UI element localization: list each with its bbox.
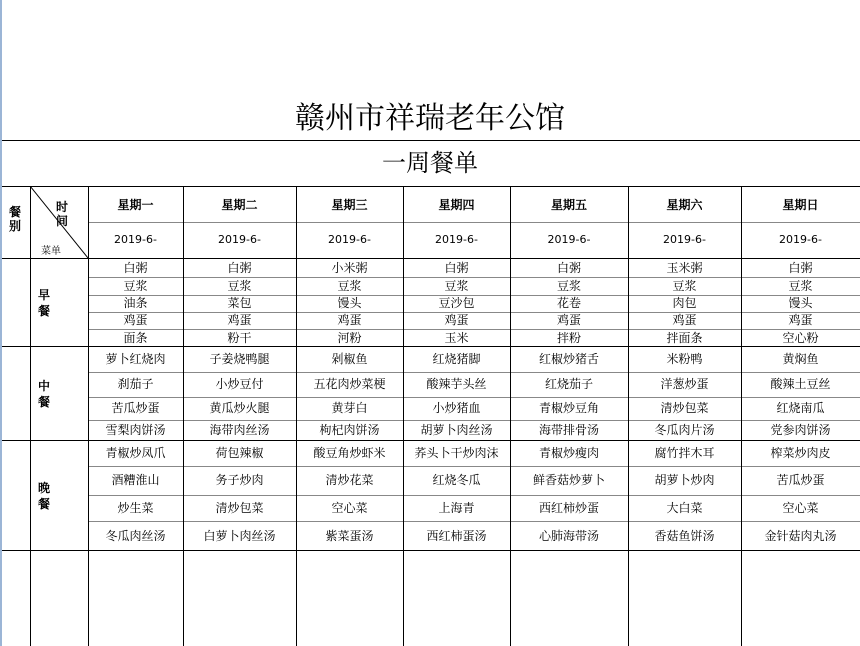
menu-item: 榨菜炒肉皮	[770, 446, 831, 460]
day-header: 星期日	[782, 198, 819, 212]
menu-item: 豆浆	[227, 279, 252, 293]
menu-item: 苦瓜炒蛋	[111, 401, 160, 415]
menu-item: 面条	[123, 331, 148, 345]
day-header: 星期三	[331, 198, 368, 212]
menu-item: 西红柿蛋汤	[426, 529, 487, 543]
menu-item: 白萝卜肉丝汤	[203, 529, 276, 543]
menu-item: 肉包	[672, 296, 697, 310]
menu-item: 荷包辣椒	[215, 446, 264, 460]
menu-item: 豆浆	[444, 279, 469, 293]
menu-item: 菜包	[227, 296, 252, 310]
menu-item: 清炒包菜	[215, 501, 264, 515]
menu-item: 金针菇肉丸汤	[764, 529, 837, 543]
menu-item: 黄芽白	[331, 401, 368, 415]
menu-item: 豆浆	[337, 279, 362, 293]
menu-item: 黄焖鱼	[782, 352, 819, 366]
menu-item: 海带排骨汤	[538, 423, 599, 437]
menu-item: 萝卜红烧肉	[105, 352, 166, 366]
menu-item: 酒糟淮山	[111, 473, 160, 487]
menu-item: 鲜香菇炒萝卜	[532, 473, 605, 487]
time-label: 时间	[55, 200, 68, 228]
meal-name: 早餐	[37, 288, 50, 318]
menu-item: 红烧茄子	[544, 377, 593, 391]
date-cell: 2019-6-	[114, 233, 157, 246]
menu-item: 务子炒肉	[215, 473, 264, 487]
menu-item: 五花肉炒菜梗	[313, 377, 386, 391]
day-header: 星期二	[221, 198, 258, 212]
date-cell: 2019-6-	[435, 233, 478, 246]
menu-item: 豆浆	[556, 279, 581, 293]
meal-name: 晚餐	[37, 481, 50, 511]
menu-item: 白粥	[556, 261, 581, 275]
menu-item: 鸡蛋	[788, 313, 813, 327]
menu-item: 米粉鸭	[666, 352, 703, 366]
menu-item: 党参肉饼汤	[770, 423, 831, 437]
menu-item: 酸豆角炒虾米	[313, 446, 386, 460]
date-cell: 2019-6-	[328, 233, 371, 246]
menu-item: 香菇鱼饼汤	[654, 529, 715, 543]
menu-item: 白粥	[227, 261, 252, 275]
menu-item: 小炒猪血	[432, 401, 481, 415]
menu-item: 空心粉	[782, 331, 819, 345]
menu-item: 清炒花菜	[325, 473, 374, 487]
menu-item: 大白菜	[666, 501, 703, 515]
menu-item: 花卷	[556, 296, 581, 310]
menu-item: 冬瓜肉丝汤	[105, 529, 166, 543]
menu-label: 菜单	[41, 246, 61, 257]
menu-item: 河粉	[337, 331, 362, 345]
menu-item: 豆浆	[123, 279, 148, 293]
menu-item: 馒头	[788, 296, 813, 310]
menu-item: 鸡蛋	[123, 313, 148, 327]
menu-item: 青椒炒豆角	[538, 401, 599, 415]
menu-item: 粉干	[227, 331, 252, 345]
menu-item: 黄瓜炒火腿	[209, 401, 270, 415]
menu-item: 剁椒鱼	[331, 352, 368, 366]
menu-item: 紫菜蛋汤	[325, 529, 374, 543]
date-cell: 2019-6-	[663, 233, 706, 246]
menu-item: 雪梨肉饼汤	[105, 423, 166, 437]
menu-item: 酸辣芋头丝	[426, 377, 487, 391]
menu-item: 腐竹拌木耳	[654, 446, 715, 460]
date-row-line	[88, 222, 860, 223]
menu-item: 鸡蛋	[227, 313, 252, 327]
menu-item: 海带肉丝汤	[209, 423, 270, 437]
menu-item: 红椒炒猪舌	[538, 352, 599, 366]
menu-item: 拌面条	[666, 331, 703, 345]
menu-item: 苦瓜炒蛋	[776, 473, 825, 487]
menu-item: 青椒炒瘦肉	[538, 446, 599, 460]
header-top-line	[2, 186, 860, 187]
menu-item: 白粥	[444, 261, 469, 275]
menu-item: 白粥	[788, 261, 813, 275]
date-cell: 2019-6-	[218, 233, 261, 246]
page-subtitle: 一周餐单	[382, 149, 478, 177]
menu-item: 油条	[123, 296, 148, 310]
menu-item: 胡萝卜炒肉	[654, 473, 715, 487]
menu-item: 西红柿炒蛋	[538, 501, 599, 515]
menu-item: 鸡蛋	[444, 313, 469, 327]
menu-item: 胡萝卜肉丝汤	[420, 423, 493, 437]
menu-item: 红烧冬瓜	[432, 473, 481, 487]
menu-item: 刹茄子	[117, 377, 154, 391]
menu-item: 冬瓜肉片汤	[654, 423, 715, 437]
menu-item: 小米粥	[331, 261, 368, 275]
page-title: 赣州市祥瑞老年公馆	[295, 101, 565, 136]
menu-item: 白粥	[123, 261, 148, 275]
meal-column-header: 餐别	[8, 205, 21, 233]
day-header: 星期一	[117, 198, 154, 212]
menu-item: 玉米粥	[666, 261, 703, 275]
menu-item: 心肺海带汤	[538, 529, 599, 543]
menu-item: 豆浆	[788, 279, 813, 293]
meal-name: 中餐	[37, 379, 50, 409]
menu-item: 小炒豆付	[215, 377, 264, 391]
menu-item: 酸辣土豆丝	[770, 377, 831, 391]
menu-item: 玉米	[444, 331, 469, 345]
menu-item: 上海青	[438, 501, 475, 515]
menu-item: 红烧猪脚	[432, 352, 481, 366]
title-bottom-line	[2, 140, 860, 141]
date-cell: 2019-6-	[779, 233, 822, 246]
menu-item: 鸡蛋	[337, 313, 362, 327]
menu-item: 空心菜	[782, 501, 819, 515]
day-header: 星期五	[550, 198, 587, 212]
menu-item: 青椒炒凤爪	[105, 446, 166, 460]
menu-item: 枸杞肉饼汤	[319, 423, 380, 437]
menu-item: 空心菜	[331, 501, 368, 515]
menu-item: 豆沙包	[438, 296, 475, 310]
date-cell: 2019-6-	[547, 233, 591, 246]
menu-item: 拌粉	[556, 331, 581, 345]
menu-item: 清炒包菜	[660, 401, 709, 415]
menu-item: 鸡蛋	[672, 313, 697, 327]
day-header: 星期四	[438, 198, 475, 212]
menu-item: 红烧南瓜	[776, 401, 825, 415]
menu-item: 荞头卜干炒肉沫	[414, 446, 499, 460]
menu-item: 洋葱炒蛋	[660, 377, 709, 391]
day-header: 星期六	[666, 198, 703, 212]
menu-item: 馒头	[337, 296, 362, 310]
menu-item: 子姜烧鸭腿	[209, 352, 270, 366]
menu-item: 豆浆	[672, 279, 697, 293]
menu-item: 鸡蛋	[556, 313, 581, 327]
menu-item: 炒生菜	[117, 501, 154, 515]
